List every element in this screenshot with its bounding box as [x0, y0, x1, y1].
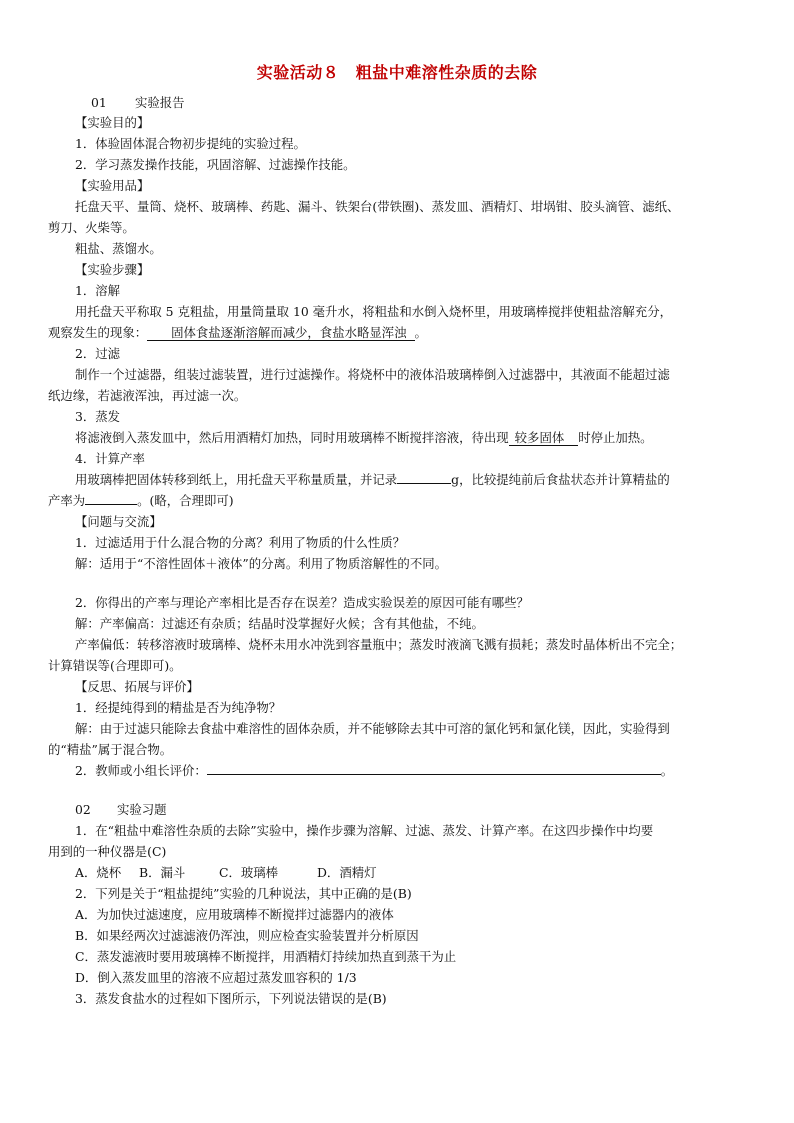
exercise-2-option-a: A．为加快过滤速度，应用玻璃棒不断搅拌过滤器内的液体 [75, 907, 394, 922]
evaluation-end: 。 [660, 763, 674, 778]
question-2: 2．你得出的产率与理论产率相比是否存在误差？造成实验误差的原因可能有哪些？ [75, 595, 529, 610]
step-3-answer: 较多固体 [509, 430, 579, 446]
steps-heading: 【实验步骤】 [75, 262, 150, 277]
yield-note: 。(略，合理即可) [137, 493, 234, 508]
answer-2-line-1: 解：产率偏高：过滤还有杂质；结晶时没掌握好火候；含有其他盐，不纯。 [75, 616, 484, 631]
exercise-2-option-d: D．倒入蒸发皿里的溶液不应超过蒸发皿容积的 1/3 [75, 970, 357, 985]
exercise-1-options [75, 864, 377, 882]
evaluation-prompt: 2．教师或小组长评价： [75, 763, 207, 778]
option-c: C．玻璃棒 [219, 865, 279, 880]
supplies-line-3: 粗盐、蒸馏水。 [75, 241, 162, 256]
page-title: 实验活动８ 粗盐中难溶性杂质的去除 [256, 63, 538, 82]
exercise-1-line-2: 用到的一种仪器是(C) [48, 844, 167, 859]
answer-2-line-2: 产率偏低：转移溶液时玻璃棒、烧杯未用水冲洗到容量瓶中；蒸发时液滴飞溅有损耗；蒸发时晶体析出不完全； [75, 637, 683, 652]
evaluation-blank [207, 762, 661, 775]
reflect-heading: 【反思、拓展与评价】 [75, 679, 199, 694]
step-3-prompt: 将滤液倒入蒸发皿中，然后用酒精灯加热，同时用玻璃棒不断搅拌溶液，待出现 [75, 430, 509, 445]
qa-heading: 【问题与交流】 [75, 514, 162, 529]
section-01-heading [91, 94, 185, 112]
purpose-heading: 【实验目的】 [75, 115, 150, 130]
purpose-item-1: 1．体验固体混合物初步提纯的实验过程。 [75, 136, 306, 151]
step-4-prompt-b: g，比较提纯前后食盐状态并计算精盐的 [451, 472, 670, 487]
answer-1: 解：适用于“不溶性固体＋液体”的分离。利用了物质溶解性的不同。 [75, 556, 447, 571]
yield-prompt: 产率为 [48, 493, 86, 508]
exercise-1-line-1: 1．在“粗盐中难溶性杂质的去除”实验中，操作步骤为溶解、过滤、蒸发、计算产率。在这四步操作中均要 [75, 823, 654, 838]
step-4-prompt-a: 用玻璃棒把固体转移到纸上，用托盘天平称量质量，并记录 [75, 472, 398, 487]
option-a: A．烧杯 [75, 865, 122, 880]
step-2-title: 2．过滤 [75, 346, 121, 361]
reflect-question-1: 1．经提纯得到的精盐是否为纯净物？ [75, 700, 282, 715]
supplies-heading: 【实验用品】 [75, 178, 150, 193]
step-1-prompt: 观察发生的现象： [48, 325, 148, 340]
purpose-item-2: 2．学习蒸发操作技能，巩固溶解、过滤操作技能。 [75, 157, 356, 172]
section-02-heading [75, 801, 167, 819]
step-4-line-2 [48, 492, 234, 510]
section-title: 实验报告 [135, 95, 185, 110]
section-title: 实验习题 [117, 802, 167, 817]
exercise-2-option-b: B．如果经两次过滤滤液仍浑浊，则应检查实验装置并分析原因 [75, 928, 419, 943]
step-1-end: 。 [414, 325, 427, 340]
step-3-end: 时停止加热。 [578, 430, 653, 445]
section-number: 02 [75, 802, 91, 817]
section-number: 01 [91, 95, 107, 110]
exercise-2-stem: 2．下列是关于“粗盐提纯”实验的几种说法，其中正确的是(B) [75, 886, 412, 901]
answer-2-line-3: 计算错误等(合理即可)。 [48, 658, 182, 673]
mass-blank [397, 471, 451, 484]
exercise-3-stem: 3．蒸发食盐水的过程如下图所示，下列说法错误的是(B) [75, 991, 387, 1006]
step-1-answer: 固体食盐逐渐溶解而减少，食盐水略显浑浊 [147, 325, 414, 341]
step-2-line-2: 纸边缘，若滤液浑浊，再过滤一次。 [48, 388, 247, 403]
supplies-line-1: 托盘天平、量筒、烧杯、玻璃棒、药匙、漏斗、铁架台(带铁圈)、蒸发皿、酒精灯、坩埚钳、胶头滴管、滤纸、 [75, 199, 680, 214]
step-4-title: 4．计算产率 [75, 451, 145, 466]
yield-blank [85, 492, 137, 505]
step-3-title: 3．蒸发 [75, 409, 121, 424]
supplies-line-2: 剪刀、火柴等。 [48, 220, 135, 235]
reflect-answer-1-line-1: 解：由于过滤只能除去食盐中难溶性的固体杂质，并不能够除去其中可溶的氯化钙和氯化镁，因此，实验得到 [75, 721, 670, 736]
step-2-line-1: 制作一个过滤器，组装过滤装置，进行过滤操作。将烧杯中的液体沿玻璃棒倒入过滤器中，其液面不能超过滤 [75, 367, 670, 382]
option-d: D．酒精灯 [317, 865, 377, 880]
step-1-title: 1．溶解 [75, 283, 121, 298]
step-3-line [75, 429, 653, 447]
step-4-line-1 [75, 471, 670, 489]
reflect-answer-1-line-2: 的“精盐”属于混合物。 [48, 742, 173, 757]
step-1-line-1: 用托盘天平称取 5 克粗盐，用量筒量取 10 毫升水，将粗盐和水倒入烧杯里，用玻璃棒搅拌使粗盐溶解充分， [75, 304, 672, 319]
option-b: B．漏斗 [139, 865, 186, 880]
reflect-question-2 [75, 762, 673, 780]
question-1: 1．过滤适用于什么混合物的分离？利用了物质的什么性质？ [75, 535, 406, 550]
step-1-line-2 [48, 324, 427, 342]
exercise-2-option-c: C．蒸发滤液时要用玻璃棒不断搅拌，用酒精灯持续加热直到蒸干为止 [75, 949, 457, 964]
